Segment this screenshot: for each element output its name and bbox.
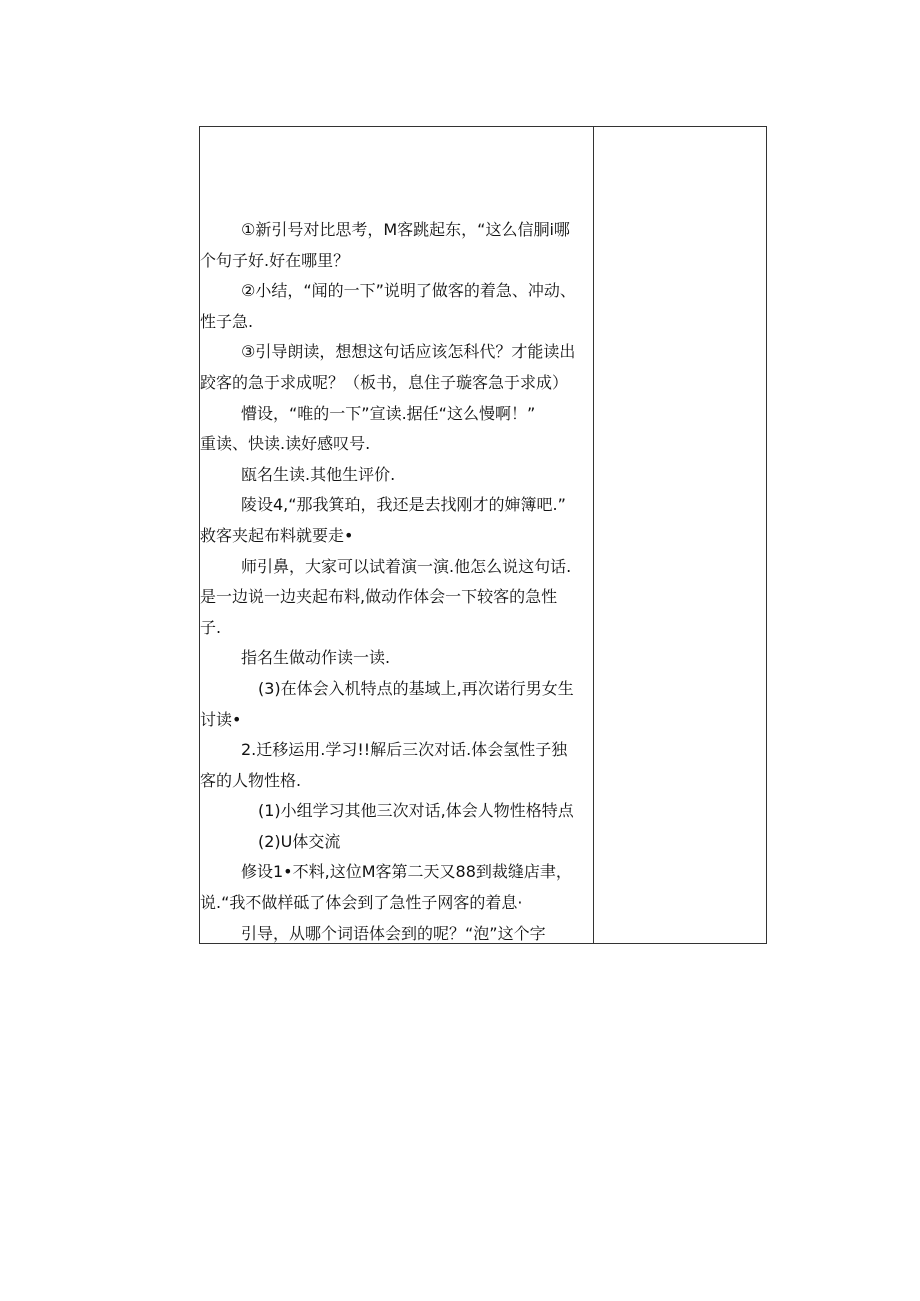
text-line: 性子急.: [200, 311, 254, 331]
text-line: 是一边说一边夹起布料,做动作体会一下较客的急性: [200, 587, 558, 607]
lesson-content-cell: [200, 215, 593, 949]
text-line: 引导，从哪个词语体会到的呢？“泡”这个字: [241, 923, 546, 943]
text-line: (2)U体交流: [258, 831, 341, 851]
text-line: 个句子好.好在哪里？: [200, 250, 350, 270]
text-line: 2.迁移运用.学习!!解后三次对话.体会氢性子独: [241, 740, 568, 760]
text-line: 跤客的急于求成呢？（板书，息住子璇客急于求成）: [200, 372, 569, 392]
text-line: 修设1•不料,这位M客第二天又88到裁缝店聿，: [241, 862, 572, 882]
text-line: 陵设4,“那我箕珀，我还是去找刚才的婶簿吧.”: [241, 495, 566, 515]
text-line: (1)小组学习其他三次对话,体会人物性格特点: [258, 801, 574, 821]
text-line: 说.“我不做样砥了体会到了急性子网客的着息·: [200, 893, 523, 913]
text-line: ①新引号对比思考，M客跳起东，“这么信胴i哪: [241, 220, 570, 239]
text-line: ③引导朗读，想想这句话应该怎科代？才能读出: [241, 342, 576, 362]
text-line: 救客夹起布料就要走•: [200, 525, 354, 545]
text-line: 指名生做动作读一读.: [241, 648, 391, 668]
text-line: 讨读•: [200, 709, 242, 729]
text-line: 懵设，“唯的一下”宣读.据任“这么慢啊！”: [241, 403, 536, 423]
text-line: 客的人物性格.: [200, 770, 302, 790]
text-line: 子.: [200, 617, 222, 637]
text-line: 师引鼻，大家可以试着演一演.他怎么说这句话.: [241, 556, 572, 576]
text-line: ②小结，“闻的一下”说明了做客的着急、冲动、: [241, 281, 576, 301]
text-line: 瓯名生读.其他生评价.: [241, 464, 396, 484]
text-line: (3)在体会入机特点的基域上,再次诺行男女生: [258, 678, 574, 698]
notes-cell: [594, 127, 766, 943]
lesson-table: [199, 126, 767, 944]
text-line: 重读、快读.读好感叹号.: [200, 434, 371, 454]
